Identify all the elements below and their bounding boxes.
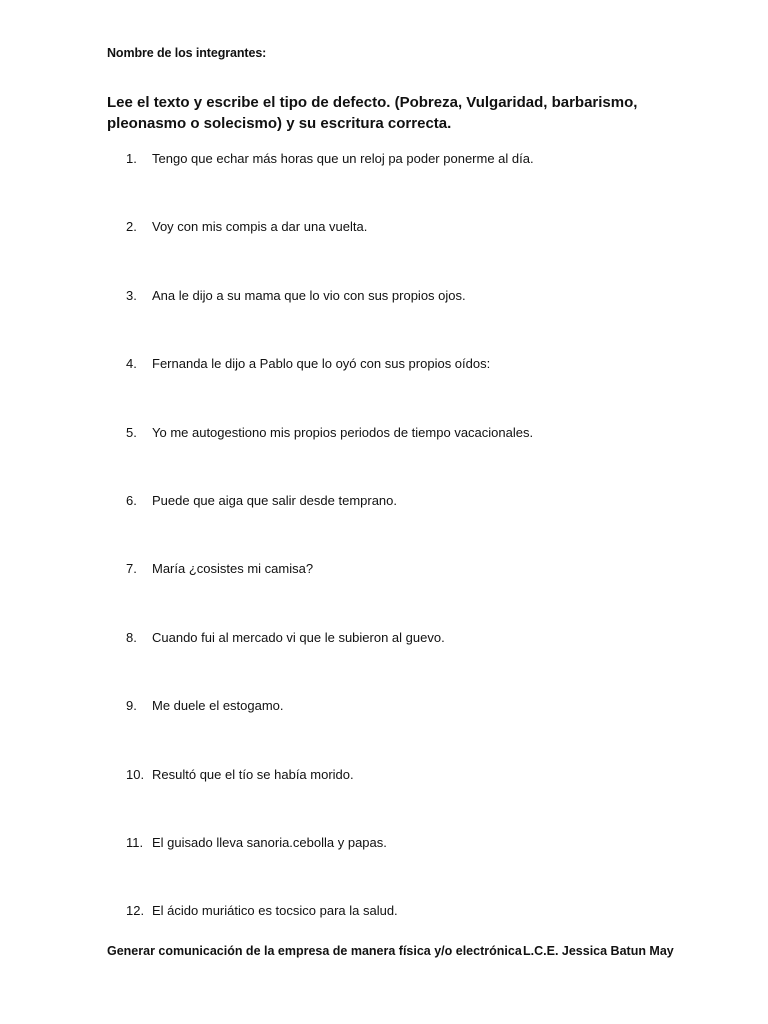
exercise-sentence: Ana le dijo a su mama que lo vio con sus propios ojos.: [152, 288, 466, 303]
exercise-item: [126, 767, 686, 782]
exercise-sentence: Voy con mis compis a dar una vuelta.: [152, 219, 368, 234]
exercise-number: 9.: [126, 698, 137, 713]
exercise-sentence: Yo me autogestiono mis propios periodos de tiempo vacacionales.: [152, 425, 534, 440]
exercise-item: [126, 219, 686, 234]
footer-author: L.C.E. Jessica Batun May: [523, 944, 674, 958]
exercise-item: [126, 835, 686, 850]
exercise-sentence: Puede que aiga que salir desde temprano.: [152, 493, 398, 508]
instructions-heading: Lee el texto y escribe el tipo de defecto. (Pobreza, Vulgaridad, barbarismo, pleonasmo o solecismo) y su escritura correcta.: [107, 94, 638, 132]
exercise-number: 3.: [126, 288, 137, 303]
exercise-sentence: María ¿cosistes mi camisa?: [152, 561, 314, 576]
exercise-item: [126, 903, 686, 918]
page-footer: [107, 944, 674, 958]
exercise-sentence: Resultó que el tío se había morido.: [152, 767, 354, 782]
exercise-number: 5.: [126, 425, 137, 440]
exercise-sentence: Tengo que echar más horas que un reloj pa poder ponerme al día.: [152, 151, 534, 166]
exercise-sentence: Cuando fui al mercado vi que le subieron al guevo.: [152, 630, 445, 645]
exercise-number: 2.: [126, 219, 137, 234]
exercise-number: 4.: [126, 356, 137, 371]
exercise-item: [126, 630, 686, 645]
exercise-number: 6.: [126, 493, 137, 508]
exercise-item: [126, 698, 686, 713]
exercise-item: [126, 425, 686, 440]
footer-course-title: Generar comunicación de la empresa de manera física y/o electrónica: [107, 944, 522, 958]
exercise-number: 8.: [126, 630, 137, 645]
exercise-number: 7.: [126, 561, 137, 576]
exercise-sentence: Fernanda le dijo a Pablo que lo oyó con sus propios oídos:: [152, 356, 491, 371]
exercise-sentence: El ácido muriático es tocsico para la salud.: [152, 903, 398, 918]
exercise-item: [126, 288, 686, 303]
exercise-item: [126, 561, 686, 576]
exercise-number: 12.: [126, 903, 145, 918]
exercise-sentence: Me duele el estogamo.: [152, 698, 284, 713]
exercise-sentence: El guisado lleva sanoria.cebolla y papas.: [152, 835, 387, 850]
group-members-label: Nombre de los integrantes:: [107, 46, 267, 60]
exercise-item: [126, 493, 686, 508]
exercise-item: [126, 356, 686, 371]
exercise-item: [126, 151, 686, 166]
exercise-number: 11.: [126, 835, 144, 850]
exercise-number: 1.: [126, 151, 137, 166]
exercise-number: 10.: [126, 767, 145, 782]
